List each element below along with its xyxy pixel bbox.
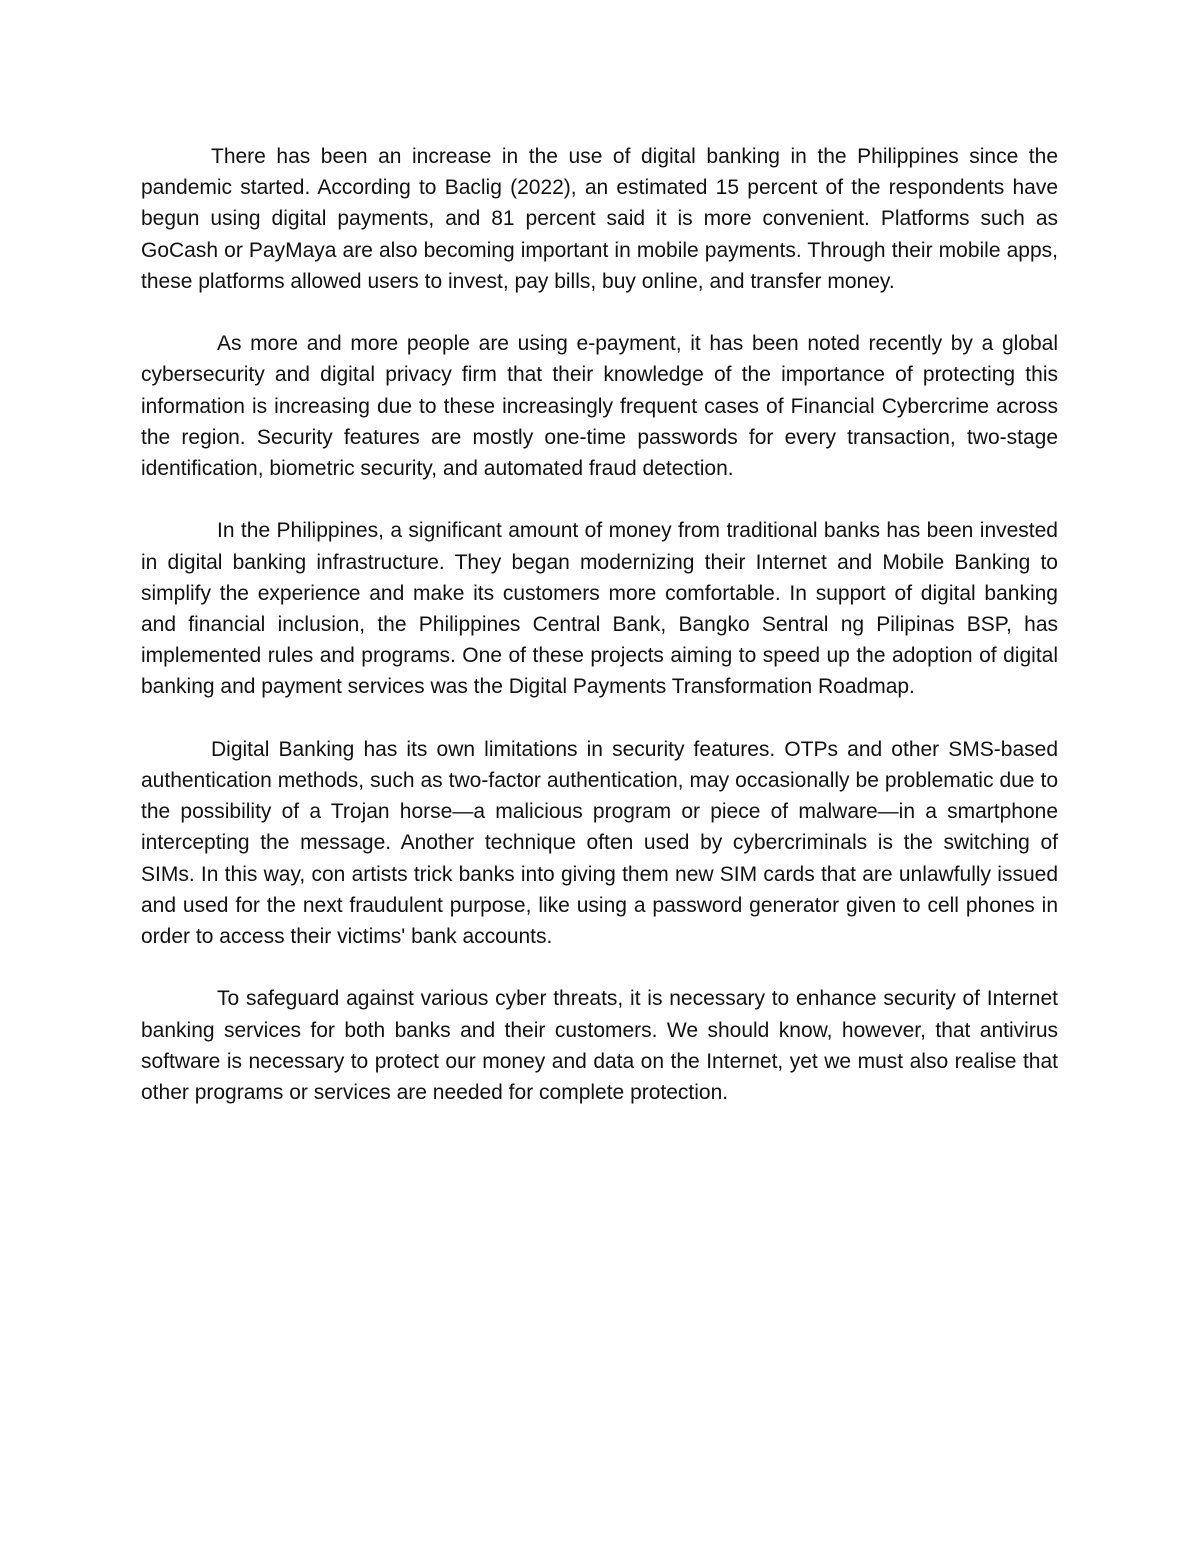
- paragraph-security-limitations: Digital Banking has its own limitations in security features. OTPs and other SMS-based authentication methods, such as two-factor authentication, may occasionally be problematic due to the possibility of a Trojan horse—a malicious program or piece of malware—in a smartphone intercepting the message. Another technique often used by cybercriminals is the switching of SIMs. In this way, con artists trick banks into giving them new SIM cards that are unlawfully issued and used for the next fraudulent purpose, like using a password generator given to cell phones in order to access their victims' bank accounts.: [141, 737, 1058, 949]
- paragraph-banking-infrastructure: In the Philippines, a significant amount of money from traditional banks has been invested in digital banking infrastructure. They began modernizing their Internet and Mobile Banking to simplify the experience and make its customers more comfortable. In support of digital banking and financial inclusion, the Philippines Central Bank, Bangko Sentral ng Pilipinas BSP, has implemented rules and programs. One of these projects aiming to speed up the adoption of digital banking and payment services was the Digital Payments Transformation Roadmap.: [141, 519, 1058, 699]
- paragraph-digital-banking-increase: There has been an increase in the use of digital banking in the Philippines since the pandemic started. According to Baclig (2022), an estimated 15 percent of the respondents have begun using digital payments, and 81 percent said it is more convenient. Platforms such as GoCash or PayMaya are also becoming important in mobile payments. Through their mobile apps, these platforms allowed users to invest, pay bills, buy online, and transfer money.: [141, 145, 1058, 293]
- document-body: [141, 141, 1058, 1139]
- paragraph-cybersecurity-awareness: As more and more people are using e-payment, it has been noted recently by a global cybersecurity and digital privacy firm that their knowledge of the importance of protecting this information is increasing due to these increasingly frequent cases of Financial Cybercrime across the region. Security features are mostly one-time passwords for every transaction, two-stage identification, biometric security, and automated fraud detection.: [141, 332, 1058, 481]
- paragraph-safeguard-conclusion: To safeguard against various cyber threats, it is necessary to enhance security of Internet banking services for both banks and their customers. We should know, however, that antivirus software is necessary to protect our money and data on the Internet, yet we must also realise that other programs or services are needed for complete protection.: [141, 987, 1058, 1105]
